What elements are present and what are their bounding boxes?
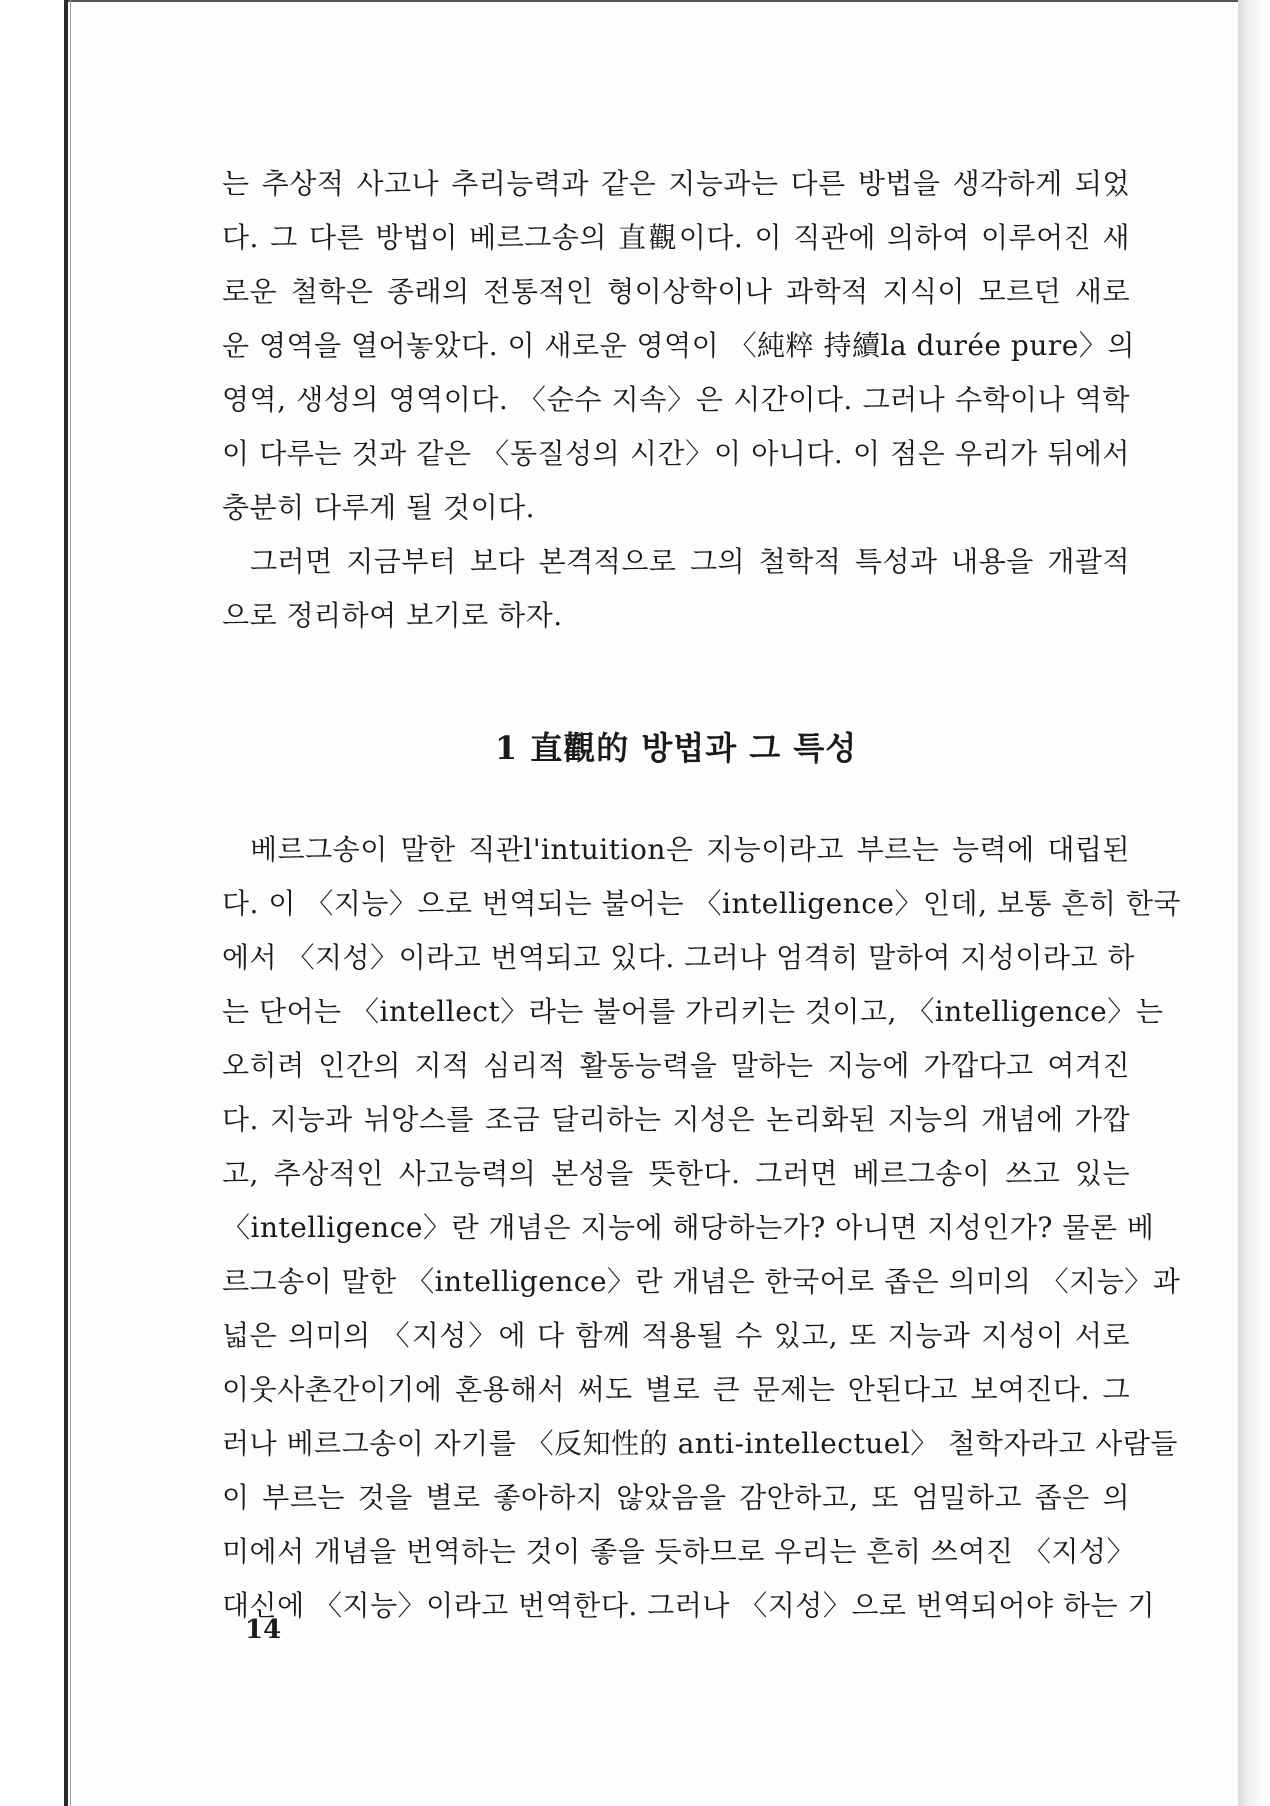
text-line: 러나 베르그송이 자기를 〈反知性的 anti-intellectuel〉 철학자라고 사람들 (222, 1427, 1178, 1460)
page-left-edge (64, 0, 68, 1806)
page-left-edge-inner (70, 0, 71, 1806)
text-line: 는 단어는 〈intellect〉라는 불어를 가리키는 것이고, 〈intelligence〉는 (222, 995, 1164, 1028)
page-right-shadow (1238, 0, 1270, 1806)
text-line: 베르그송이 말한 직관l'intuition은 지능이라고 부르는 능력에 대립된 (250, 833, 1130, 866)
text-line: 다. 이 〈지능〉으로 번역되는 불어는 〈intelligence〉인데, 보통 흔히 한국 (222, 887, 1181, 920)
page-number: 14 (245, 1615, 282, 1645)
text-line: 으로 정리하여 보기로 하자. (222, 599, 563, 632)
text-line: 충분히 다루게 될 것이다. (222, 491, 536, 524)
text-line: 이 다루는 것과 같은 〈동질성의 시간〉이 아니다. 이 점은 우리가 뒤에서 (222, 437, 1130, 470)
paragraph-second (222, 535, 1130, 643)
section-heading: 1 直觀的 방법과 그 특성 (494, 729, 858, 767)
paragraph-body (222, 823, 1181, 1633)
text-line: 오히려 인간의 지적 심리적 활동능력을 말하는 지능에 가깝다고 여겨진 (222, 1049, 1130, 1082)
text-line: 〈intelligence〉란 개념은 지능에 해당하는가? 아니면 지성인가? 물론 베 (222, 1211, 1155, 1244)
text-line: 이웃사촌간이기에 혼용해서 써도 별로 큰 문제는 안된다고 보여진다. 그 (222, 1373, 1130, 1406)
text-line: 이 부르는 것을 별로 좋아하지 않았음을 감안하고, 또 엄밀하고 좁은 의 (222, 1481, 1130, 1514)
page-top-edge (64, 0, 1244, 2)
text-line: 미에서 개념을 번역하는 것이 좋을 듯하므로 우리는 흔히 쓰여진 〈지성〉 (222, 1535, 1135, 1568)
text-line: 는 추상적 사고나 추리능력과 같은 지능과는 다른 방법을 생각하게 되었 (222, 167, 1130, 200)
text-line: 로운 철학은 종래의 전통적인 형이상학이나 과학적 지식이 모르던 새로 (222, 275, 1130, 308)
text-line: 고, 추상적인 사고능력의 본성을 뜻한다. 그러면 베르그송이 쓰고 있는 (222, 1157, 1130, 1190)
text-line: 그러면 지금부터 보다 본격적으로 그의 철학적 특성과 내용을 개괄적 (250, 545, 1130, 578)
paragraph-continuation (222, 157, 1135, 535)
text-line: 다. 그 다른 방법이 베르그송의 直觀이다. 이 직관에 의하여 이루어진 새 (222, 221, 1130, 254)
text-line: 에서 〈지성〉이라고 번역되고 있다. 그러나 엄격히 말하여 지성이라고 하 (222, 941, 1135, 974)
text-line: 다. 지능과 뉘앙스를 조금 달리하는 지성은 논리화된 지능의 개념에 가깝 (222, 1103, 1130, 1136)
text-line: 넓은 의미의 〈지성〉에 다 함께 적용될 수 있고, 또 지능과 지성이 서로 (222, 1319, 1130, 1352)
text-line: 대신에 〈지능〉이라고 번역한다. 그러나 〈지성〉으로 번역되어야 하는 기 (222, 1589, 1156, 1622)
text-line: 영역, 생성의 영역이다. 〈순수 지속〉은 시간이다. 그러나 수학이나 역학 (222, 383, 1130, 416)
text-line: 르그송이 말한 〈intelligence〉란 개념은 한국어로 좁은 의미의 〈지능〉과 (222, 1265, 1181, 1298)
text-line: 운 영역을 열어놓았다. 이 새로운 영역이 〈純粹 持續la durée pure〉의 (222, 329, 1135, 362)
